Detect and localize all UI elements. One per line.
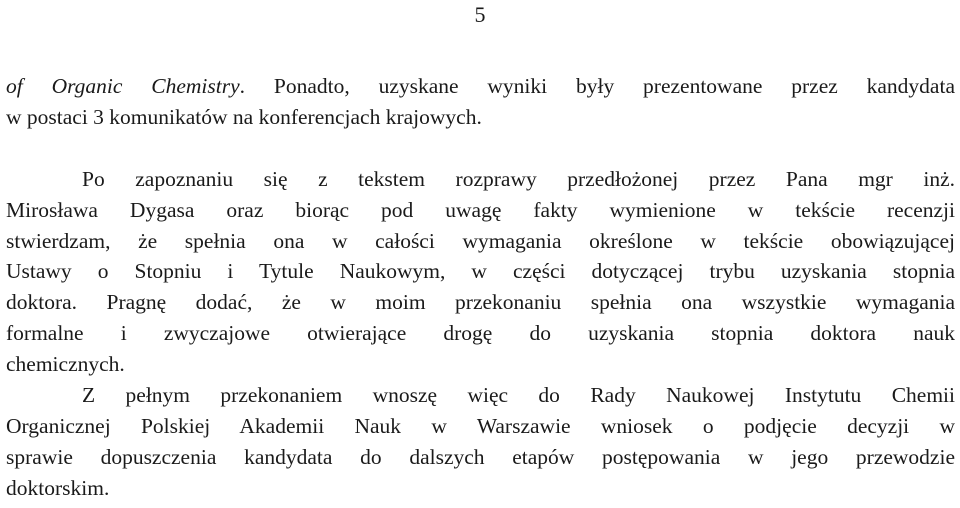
document-body (6, 71, 955, 504)
paragraph-3-line-4: doktorskim. (6, 475, 110, 500)
paragraph-2-line-6: formalne i zwyczajowe otwierające drogę do uzyskania stopnia doktora nauk (6, 321, 955, 346)
page-number: 5 (474, 2, 486, 27)
paragraph-2-line-4: Ustawy o Stopniu i Tytule Naukowym, w części dotyczącej trybu uzyskania stopnia (6, 259, 955, 284)
paragraph-3-line-2: Organicznej Polskiej Akademii Nauk w Warszawie wniosek o podjęcie decyzji w (6, 413, 955, 438)
paragraph-spacer (6, 133, 955, 164)
paragraph-2-line-3: stwierdzam, że spełnia ona w całości wymagania określone w tekście obowiązującej (6, 228, 955, 253)
paragraph-1-line-2: w postaci 3 komunikatów na konferencjach krajowych. (6, 104, 482, 129)
paragraph-2-line-2: Mirosława Dygasa oraz biorąc pod uwagę fakty wymienione w tekście recenzji (6, 197, 955, 222)
paragraph-2-line-7: chemicznych. (6, 352, 125, 377)
journal-name: of Organic Chemistry (6, 74, 240, 98)
paragraph-2-line-1: Po zapoznaniu się z tekstem rozprawy przedłożonej przez Pana mgr inż. (82, 166, 955, 191)
paragraph-2-line-5: doktora. Pragnę dodać, że w moim przekonaniu spełnia ona wszystkie wymagania (6, 290, 955, 315)
paragraph-1-line-1-rest: . Ponadto, uzyskane wyniki były prezentowane przez kandydata (239, 74, 955, 98)
paragraph-3-line-3: sprawie dopuszczenia kandydata do dalszych etapów postępowania w jego przewodzie (6, 444, 955, 469)
paragraph-3-line-1: Z pełnym przekonaniem wnoszę więc do Rady Naukowej Instytutu Chemii (82, 383, 955, 408)
paragraph-1-line-1 (6, 71, 955, 102)
